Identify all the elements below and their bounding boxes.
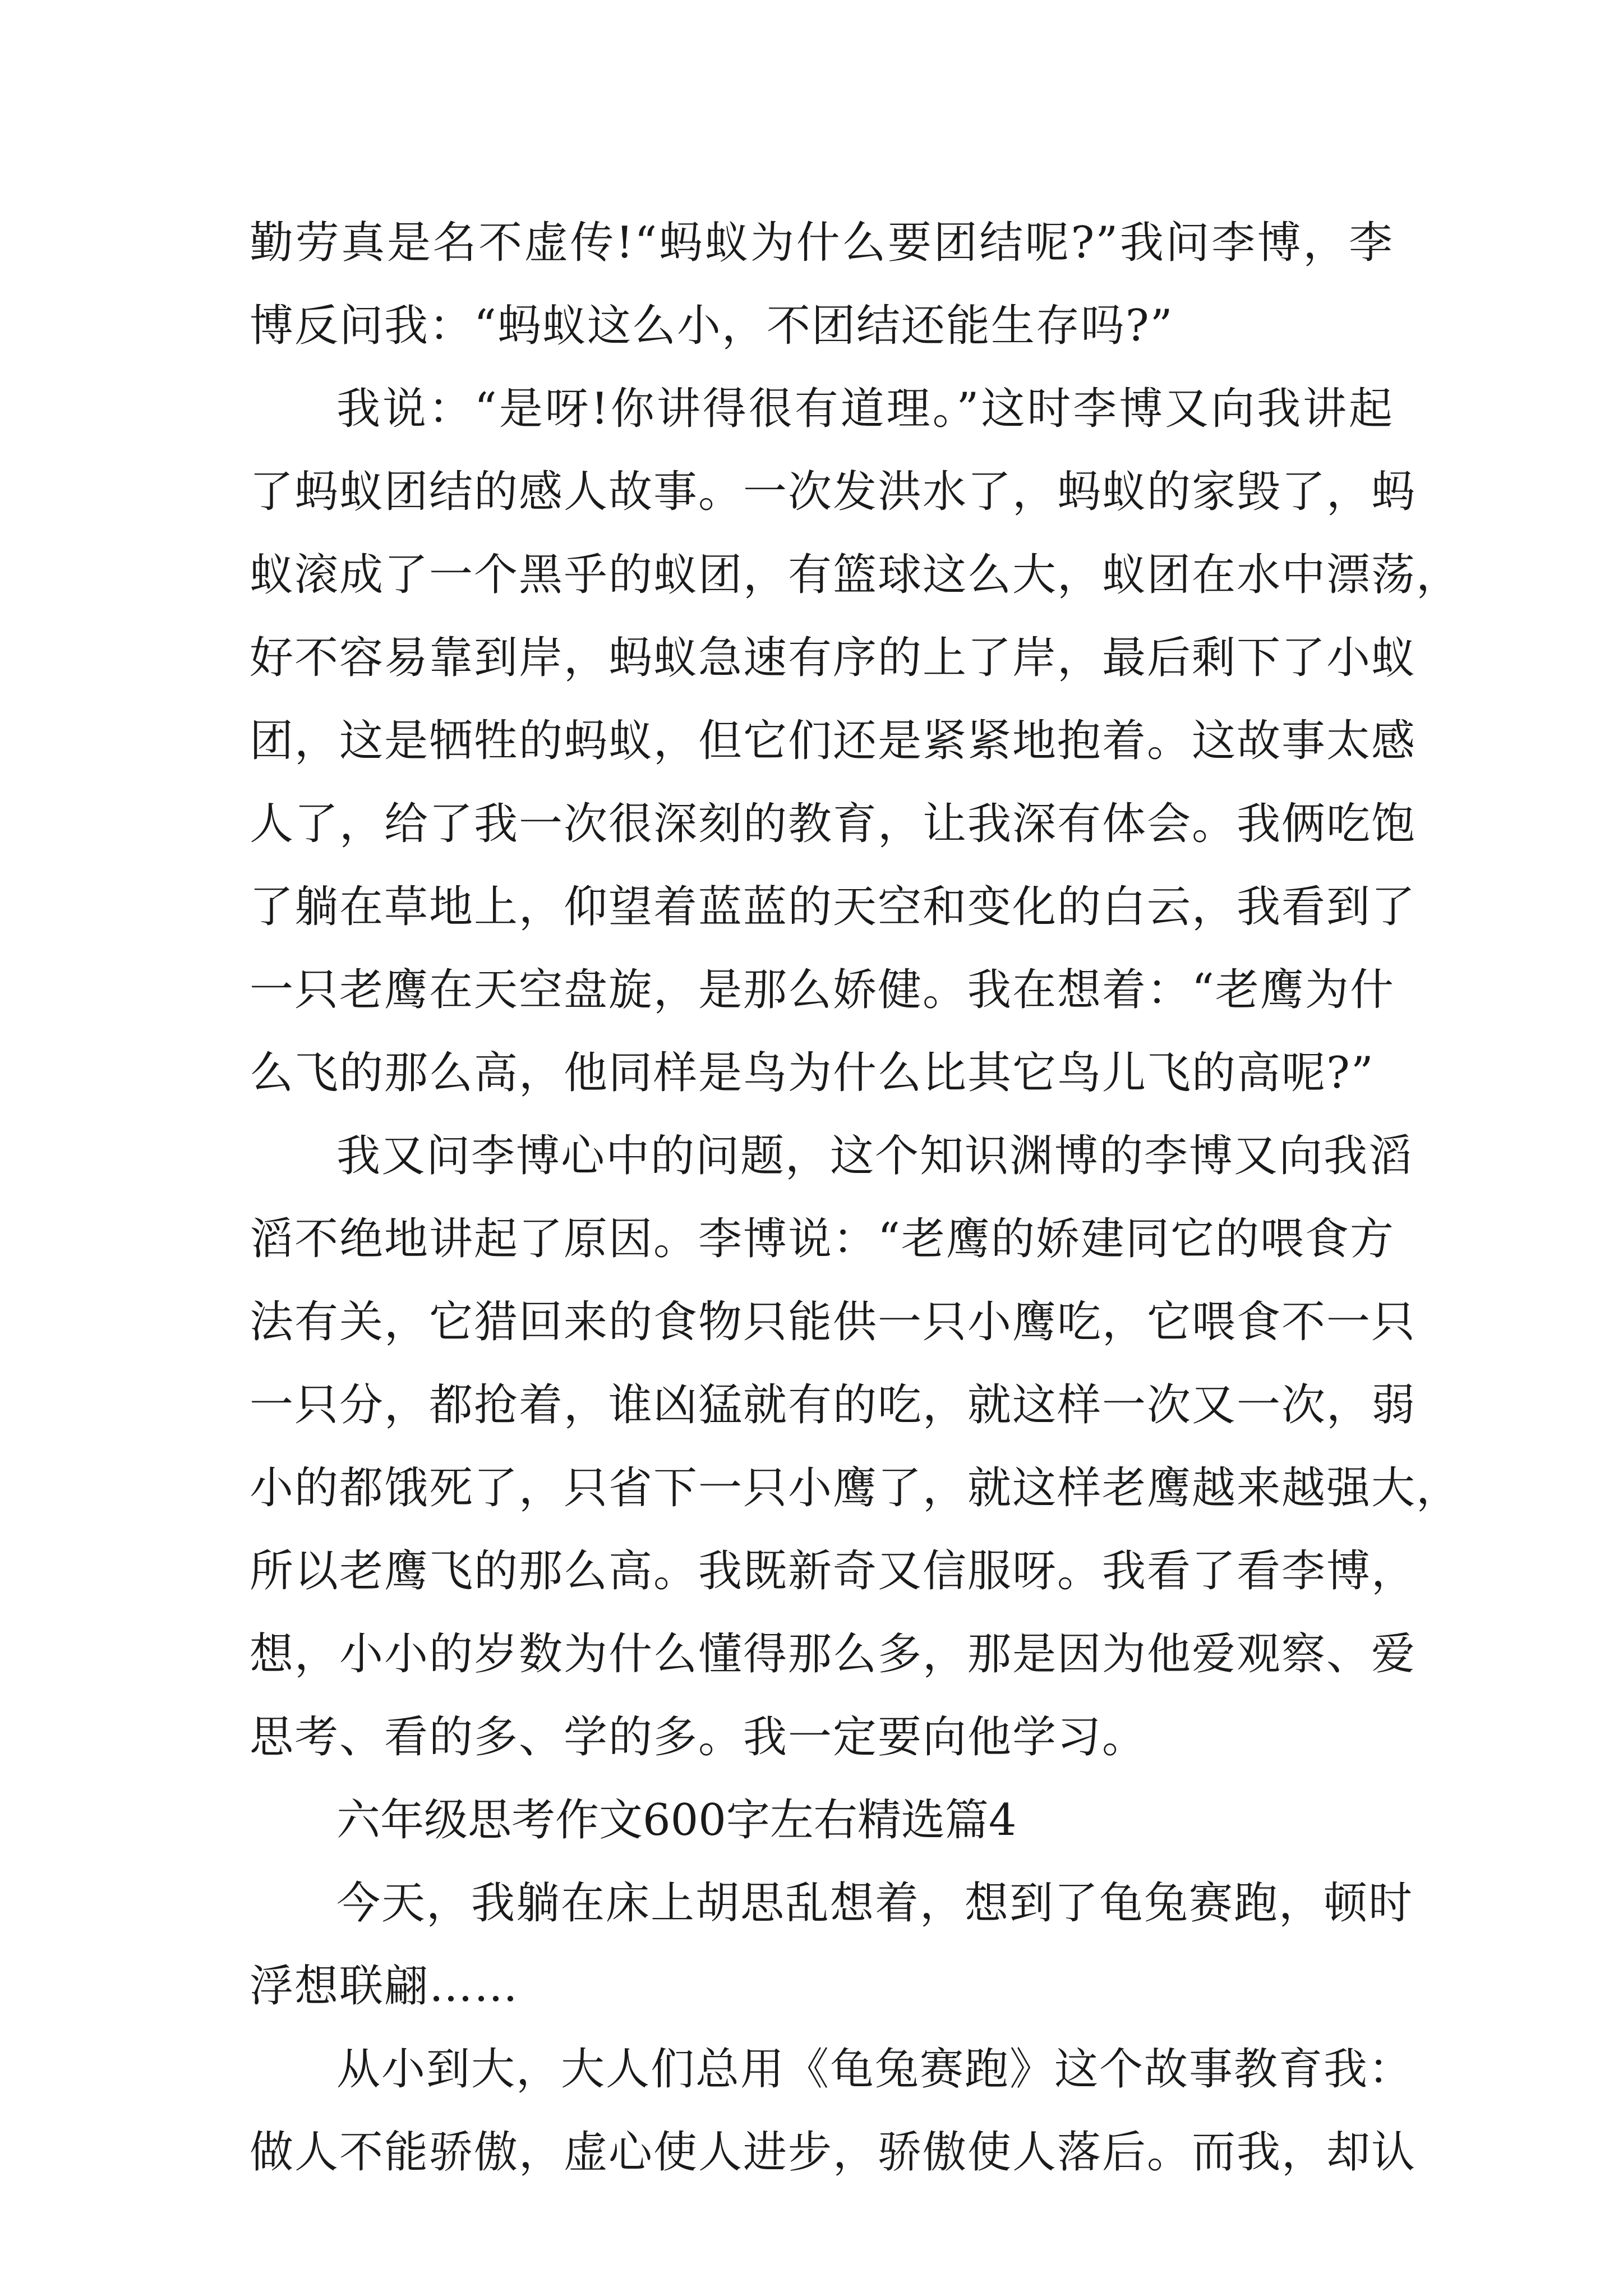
text-line: 浮想联翩…… bbox=[250, 1961, 519, 2012]
text-line: 一只分，都抢着，谁凶猛就有的吃，就这样一次又一次，弱 bbox=[250, 1380, 1417, 1430]
text-line: 博反问我：“蚂蚁这么小，不团结还能生存吗?” bbox=[250, 301, 1174, 351]
paragraph-first-line: 今天，我躺在床上胡思乱想着，想到了龟兔赛跑，顿时 bbox=[336, 1878, 1414, 1929]
text-line: 思考、看的多、学的多。我一定要向他学习。 bbox=[250, 1712, 1147, 1763]
text-line: 好不容易靠到岸，蚂蚁急速有序的上了岸，最后剩下了小蚁 bbox=[250, 633, 1417, 683]
text-line: 勤劳真是名不虚传!“蚂蚁为什么要团结呢?”我问李博，李 bbox=[250, 218, 1394, 268]
text-line: 了躺在草地上，仰望着蓝蓝的天空和变化的白云，我看到了 bbox=[250, 882, 1417, 932]
text-line: 想，小小的岁数为什么懂得那么多，那是因为他爱观察、爱 bbox=[250, 1629, 1417, 1680]
text-line: 法有关，它猎回来的食物只能供一只小鹰吃，它喂食不一只 bbox=[250, 1297, 1417, 1347]
paragraph-first-line: 我又问李博心中的问题，这个知识渊博的李博又向我滔 bbox=[336, 1131, 1414, 1181]
text-line: 做人不能骄傲，虚心使人进步，骄傲使人落后。而我，却认 bbox=[250, 2127, 1417, 2178]
text-line: 人了，给了我一次很深刻的教育，让我深有体会。我俩吃饱 bbox=[250, 799, 1417, 849]
text-line: 了蚂蚁团结的感人故事。一次发洪水了，蚂蚁的家毁了，蚂 bbox=[250, 467, 1417, 517]
text-line: 蚁滚成了一个黑乎的蚁团，有篮球这么大，蚁团在水中漂荡， bbox=[250, 550, 1461, 600]
text-line: 所以老鹰飞的那么高。我既新奇又信服呀。我看了看李博， bbox=[250, 1546, 1417, 1596]
text-line: 一只老鹰在天空盘旋，是那么娇健。我在想着：“老鹰为什 bbox=[250, 965, 1395, 1015]
text-line: 团，这是牺牲的蚂蚁，但它们还是紧紧地抱着。这故事太感 bbox=[250, 716, 1417, 766]
paragraph-first-line: 我说：“是呀!你讲得很有道理。”这时李博又向我讲起 bbox=[336, 384, 1394, 434]
paragraph-first-line: 从小到大，大人们总用《龟兔赛跑》这个故事教育我： bbox=[336, 2044, 1414, 2095]
text-line: 么飞的那么高，他同样是鸟为什么比其它鸟儿飞的高呢?” bbox=[250, 1048, 1375, 1098]
text-line: 滔不绝地讲起了原因。李博说：“老鹰的娇建同它的喂食方 bbox=[250, 1214, 1395, 1264]
text-line: 小的都饿死了，只省下一只小鹰了，就这样老鹰越来越强大， bbox=[250, 1463, 1461, 1513]
section-heading: 六年级思考作文600字左右精选篇4 bbox=[336, 1795, 1017, 1846]
